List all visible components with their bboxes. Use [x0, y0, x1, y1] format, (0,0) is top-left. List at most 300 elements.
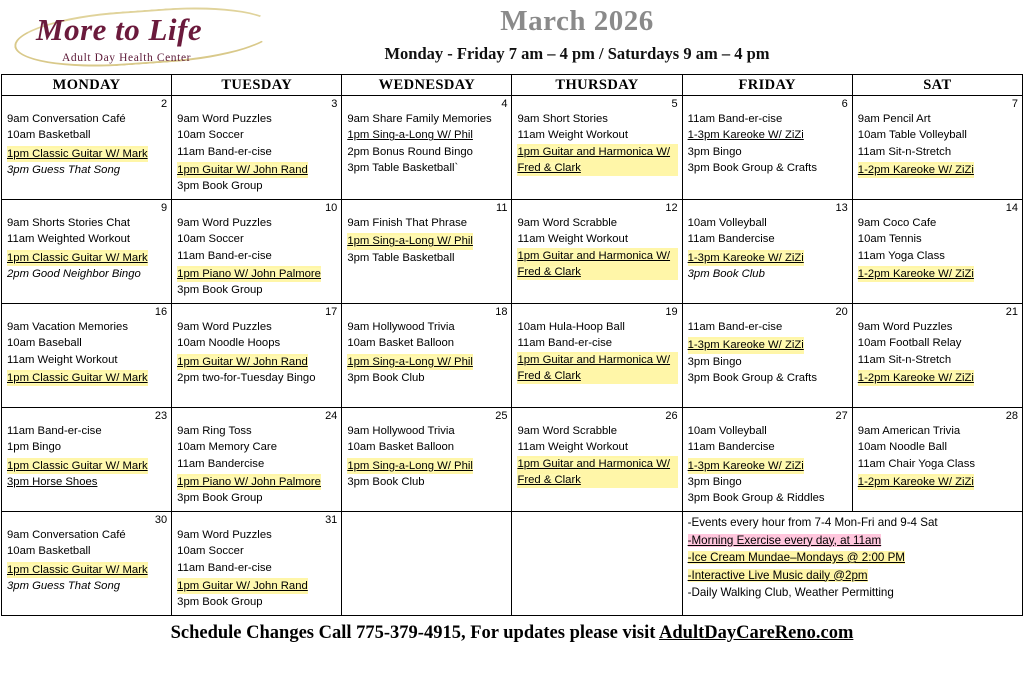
- event-label: 9am Word Scrabble: [517, 217, 618, 229]
- day-number: 14: [1005, 202, 1018, 214]
- event-label: 3pm Book Club: [347, 475, 425, 488]
- event-item: [177, 474, 321, 490]
- event-item: [688, 337, 804, 353]
- event-item: [517, 352, 677, 385]
- day-number: 19: [665, 306, 678, 318]
- event-label: 10am Soccer: [177, 545, 244, 558]
- event-item: [177, 178, 337, 194]
- event-item: [7, 162, 167, 178]
- note-label: -Interactive Live Music daily @2pm: [687, 568, 868, 582]
- event-label: 11am Weight Workout: [7, 353, 118, 366]
- event-item: [177, 370, 337, 386]
- event-label: 11am Yoga Class: [857, 249, 945, 262]
- event-label: 1-3pm Kareoke W/ ZiZi: [687, 129, 804, 142]
- day-number: 5: [671, 98, 678, 110]
- event-item: [688, 319, 848, 335]
- event-label: 9am Word Scrabble: [517, 425, 618, 437]
- event-item: [688, 231, 848, 247]
- event-label: 9am Share Family Memories: [347, 113, 492, 125]
- event-list: [688, 423, 848, 506]
- event-item: [688, 250, 804, 266]
- event-item: [858, 474, 974, 490]
- event-item: [688, 490, 848, 506]
- website-link[interactable]: AdultDayCareReno.com: [659, 623, 854, 643]
- event-list: [177, 215, 337, 298]
- column-header-friday: FRIDAY: [682, 75, 852, 96]
- event-item: [177, 354, 308, 370]
- event-item: [177, 456, 337, 472]
- event-label: 10am Soccer: [177, 129, 244, 142]
- event-label: 2pm two-for-Tuesday Bingo: [177, 371, 316, 384]
- calendar-day-cell: [342, 512, 512, 616]
- note-label: -Events every hour from 7-4 Mon-Fri and 9-4 Sat: [687, 516, 938, 529]
- event-item: [347, 335, 507, 351]
- event-item: [7, 527, 167, 543]
- event-item: [177, 266, 321, 282]
- event-label: 9am Hollywood Trivia: [347, 425, 455, 437]
- event-item: [347, 423, 507, 439]
- event-item: [7, 578, 167, 594]
- event-label: 1-3pm Kareoke W/ ZiZi: [687, 459, 804, 472]
- event-label: 1pm Sing-a-Long W/ Phil: [347, 129, 473, 142]
- calendar-day-cell: [682, 200, 852, 304]
- day-number: 17: [325, 306, 338, 318]
- event-label: 2pm Good Neighbor Bingo: [7, 267, 141, 280]
- event-label: 1pm Guitar and Harmonica W/ Fred & Clark: [517, 353, 671, 382]
- day-number: 28: [1005, 410, 1018, 422]
- event-item: [688, 439, 848, 455]
- event-label: 10am Noodle Hoops: [177, 337, 281, 350]
- event-label: 2pm Bonus Round Bingo: [347, 145, 473, 158]
- event-item: [858, 439, 1018, 455]
- event-label: 11am Weight Workout: [517, 441, 628, 454]
- event-item: [7, 543, 167, 559]
- event-list: [177, 527, 337, 610]
- event-item: [347, 233, 473, 249]
- event-label: 10am Volleyball: [687, 425, 767, 437]
- event-label: 11am Sit-n-Stretch: [857, 145, 952, 158]
- day-number: 31: [325, 514, 338, 526]
- event-label: 1pm Sing-a-Long W/ Phil: [347, 459, 473, 472]
- event-label: 9am Conversation Café: [7, 529, 126, 541]
- event-label: 9am American Trivia: [857, 425, 961, 437]
- event-item: [688, 458, 804, 474]
- event-item: [517, 319, 677, 335]
- day-number: 7: [1011, 98, 1018, 110]
- event-label: 9am Hollywood Trivia: [347, 321, 455, 333]
- event-label: 10am Football Relay: [857, 337, 962, 350]
- event-label: 1pm Piano W/ John Palmore: [177, 267, 321, 280]
- event-list: [7, 319, 167, 386]
- event-label: 3pm Book Club: [687, 267, 765, 280]
- day-number: 3: [331, 98, 338, 110]
- day-number: 30: [154, 514, 168, 526]
- event-label: 11am Band-er-cise: [517, 337, 613, 350]
- event-item: [347, 474, 507, 490]
- footer-text: Schedule Changes Call 775-379-4915, For updates please visit: [170, 623, 659, 643]
- event-item: [347, 370, 507, 386]
- event-label: 11am Band-er-cise: [687, 321, 783, 333]
- calendar-day-cell: [2, 408, 172, 512]
- event-item: [177, 162, 308, 178]
- calendar-day-cell: [852, 96, 1022, 200]
- event-list: [347, 319, 507, 386]
- event-label: 3pm Book Group & Riddles: [687, 492, 825, 505]
- event-item: [858, 352, 1018, 368]
- event-label: 3pm Horse Shoes: [7, 475, 98, 488]
- event-label: 1pm Bingo: [7, 441, 62, 454]
- day-number: 9: [161, 202, 168, 214]
- event-item: [517, 215, 677, 231]
- event-item: [347, 111, 507, 127]
- event-label: 1-2pm Kareoke W/ ZiZi: [857, 475, 974, 488]
- event-label: 9am Word Puzzles: [177, 217, 272, 229]
- event-label: 3pm Book Club: [347, 371, 425, 384]
- calendar-table: [1, 74, 1023, 616]
- event-label: 3pm Guess That Song: [7, 163, 121, 176]
- event-item: [688, 474, 848, 490]
- calendar-day-cell: [682, 304, 852, 408]
- event-label: 9am Word Puzzles: [177, 529, 272, 541]
- event-item: [347, 127, 507, 143]
- event-label: 9am Word Puzzles: [177, 321, 272, 333]
- day-number: 23: [154, 410, 168, 422]
- event-label: 9am Conversation Café: [7, 113, 126, 125]
- event-item: [517, 144, 677, 177]
- hours-of-operation: Monday - Friday 7 am – 4 pm / Saturdays 9 am – 4 pm: [384, 43, 770, 63]
- day-number: 21: [1005, 306, 1018, 318]
- event-list: [177, 111, 337, 194]
- event-item: [177, 319, 337, 335]
- event-list: [517, 111, 677, 176]
- column-header-sat: SAT: [852, 75, 1022, 96]
- event-label: 11am Weight Workout: [517, 233, 628, 246]
- event-item: [7, 458, 148, 474]
- footer: [0, 616, 1024, 644]
- event-list: [858, 111, 1018, 178]
- event-item: [517, 127, 677, 143]
- day-number: 20: [835, 306, 848, 318]
- column-header-wednesday: WEDNESDAY: [342, 75, 512, 96]
- event-label: 11am Bandercise: [177, 457, 265, 470]
- event-item: [347, 215, 507, 231]
- header-center: [290, 0, 864, 64]
- calendar-notes-cell: [682, 512, 1022, 616]
- event-label: 10am Volleyball: [687, 217, 767, 229]
- event-item: [347, 250, 507, 266]
- event-item: [347, 319, 507, 335]
- day-number: 26: [665, 410, 678, 422]
- event-list: [7, 111, 167, 178]
- event-item: [7, 562, 148, 578]
- event-item: [688, 160, 848, 176]
- day-number: 6: [841, 98, 848, 110]
- event-label: 3pm Book Group: [177, 492, 263, 505]
- event-item: [7, 231, 167, 247]
- event-label: 1pm Classic Guitar W/ Mark: [7, 147, 148, 160]
- note-item: [688, 532, 1018, 550]
- event-item: [7, 266, 167, 282]
- calendar-day-cell: [172, 200, 342, 304]
- calendar-week-row: [2, 200, 1023, 304]
- day-number: 13: [835, 202, 848, 214]
- event-label: 10am Noodle Ball: [857, 441, 947, 454]
- event-label: 1-2pm Kareoke W/ ZiZi: [857, 371, 974, 384]
- event-item: [858, 162, 974, 178]
- calendar-day-cell: [852, 200, 1022, 304]
- event-label: 10am Hula-Hoop Ball: [517, 321, 625, 333]
- event-label: 3pm Bingo: [687, 475, 742, 488]
- event-item: [7, 127, 167, 143]
- event-item: [517, 456, 677, 489]
- event-item: [688, 111, 848, 127]
- calendar-day-cell: [2, 304, 172, 408]
- calendar-day-cell: [342, 304, 512, 408]
- event-item: [347, 439, 507, 455]
- event-label: 9am Finish That Phrase: [347, 217, 468, 229]
- event-item: [858, 319, 1018, 335]
- calendar-day-cell: [172, 304, 342, 408]
- column-header-tuesday: TUESDAY: [172, 75, 342, 96]
- event-item: [177, 527, 337, 543]
- event-list: [517, 215, 677, 280]
- event-item: [7, 370, 148, 386]
- event-item: [858, 248, 1018, 264]
- day-number: 2: [161, 98, 168, 110]
- event-label: 1pm Guitar and Harmonica W/ Fred & Clark: [517, 457, 671, 486]
- note-label: -Ice Cream Mundae–Mondays @ 2:00 PM: [687, 551, 905, 564]
- note-item: [688, 549, 1018, 567]
- event-item: [177, 248, 337, 264]
- event-label: 9am Word Puzzles: [857, 321, 953, 333]
- event-label: 1pm Guitar W/ John Rand: [177, 355, 308, 368]
- note-label: -Daily Walking Club, Weather Permitting: [687, 586, 894, 599]
- event-label: 10am Tennis: [857, 233, 922, 246]
- event-item: [7, 423, 167, 439]
- event-label: 1pm Piano W/ John Palmore: [177, 475, 321, 488]
- calendar-day-cell: [682, 408, 852, 512]
- event-item: [688, 127, 848, 143]
- event-item: [177, 543, 337, 559]
- event-item: [177, 111, 337, 127]
- event-item: [517, 335, 677, 351]
- event-label: 11am Chair Yoga Class: [857, 457, 976, 470]
- event-item: [177, 282, 337, 298]
- notes-list: [688, 514, 1018, 602]
- note-item: [688, 584, 1018, 602]
- event-item: [7, 319, 167, 335]
- event-item: [347, 144, 507, 160]
- logo-title: More to Life: [36, 12, 203, 47]
- event-item: [858, 370, 974, 386]
- event-label: 10am Memory Care: [177, 441, 277, 454]
- event-item: [7, 146, 148, 162]
- event-label: 1pm Classic Guitar W/ Mark: [7, 371, 148, 384]
- event-label: 11am Band-er-cise: [7, 425, 102, 437]
- event-item: [858, 423, 1018, 439]
- event-label: 11am Bandercise: [687, 441, 775, 454]
- event-item: [177, 423, 337, 439]
- calendar-header-row: [2, 75, 1023, 96]
- event-label: 11am Band-er-cise: [177, 145, 272, 158]
- event-list: [858, 319, 1018, 386]
- event-list: [688, 319, 848, 386]
- event-item: [688, 370, 848, 386]
- event-label: 3pm Book Group & Crafts: [687, 371, 817, 384]
- column-header-monday: MONDAY: [2, 75, 172, 96]
- event-label: 9am Pencil Art: [857, 113, 931, 125]
- event-item: [858, 111, 1018, 127]
- event-list: [177, 319, 337, 386]
- event-label: 3pm Table Basketball`: [347, 161, 459, 174]
- calendar-day-cell: [852, 304, 1022, 408]
- event-item: [177, 578, 308, 594]
- event-item: [347, 160, 507, 176]
- event-label: 3pm Book Group: [177, 596, 263, 609]
- logo: [0, 0, 290, 74]
- event-label: 3pm Table Basketball: [347, 251, 455, 264]
- event-label: 10am Basket Balloon: [347, 337, 455, 350]
- calendar-day-cell: [512, 512, 682, 616]
- event-label: 9am Shorts Stories Chat: [7, 217, 131, 229]
- event-label: 11am Weighted Workout: [7, 233, 131, 246]
- event-label: 9am Ring Toss: [177, 425, 252, 437]
- note-item: [688, 514, 1018, 532]
- calendar-day-cell: [2, 512, 172, 616]
- calendar-day-cell: [342, 408, 512, 512]
- event-label: 9am Short Stories: [517, 113, 608, 125]
- event-label: 1pm Guitar and Harmonica W/ Fred & Clark: [517, 145, 671, 174]
- event-item: [688, 423, 848, 439]
- calendar-day-cell: [512, 96, 682, 200]
- event-label: 1pm Guitar W/ John Rand: [177, 163, 308, 176]
- event-item: [858, 144, 1018, 160]
- event-list: [858, 215, 1018, 282]
- event-item: [688, 144, 848, 160]
- event-label: 10am Basketball: [7, 129, 91, 142]
- event-label: 9am Word Puzzles: [177, 113, 272, 125]
- event-label: 3pm Guess That Song: [7, 579, 121, 592]
- event-item: [177, 560, 337, 576]
- event-item: [7, 474, 167, 490]
- event-label: 10am Basket Balloon: [347, 441, 455, 454]
- event-label: 11am Weight Workout: [517, 129, 628, 142]
- event-label: 11am Bandercise: [687, 233, 775, 246]
- event-label: 1pm Classic Guitar W/ Mark: [7, 459, 148, 472]
- day-number: 27: [835, 410, 848, 422]
- calendar-week-row: [2, 96, 1023, 200]
- event-label: 1pm Sing-a-Long W/ Phil: [347, 235, 473, 248]
- event-list: [858, 423, 1018, 490]
- event-label: 9am Coco Cafe: [857, 217, 937, 229]
- day-number: 18: [495, 306, 508, 318]
- calendar-day-cell: [512, 304, 682, 408]
- event-list: [7, 423, 167, 490]
- event-item: [517, 231, 677, 247]
- event-item: [858, 335, 1018, 351]
- event-label: 10am Basketball: [7, 545, 91, 558]
- event-label: 1pm Guitar W/ John Rand: [177, 579, 308, 592]
- event-list: [517, 319, 677, 384]
- calendar-day-cell: [512, 200, 682, 304]
- event-label: 1-2pm Kareoke W/ ZiZi: [857, 267, 974, 280]
- event-label: 11am Band-er-cise: [177, 249, 272, 262]
- event-label: 11am Band-er-cise: [687, 113, 783, 125]
- note-label: -Morning Exercise every day, at 11am: [687, 533, 882, 547]
- event-item: [347, 354, 473, 370]
- day-number: 12: [665, 202, 678, 214]
- event-list: [7, 527, 167, 594]
- event-list: [177, 423, 337, 506]
- page-header: [0, 0, 1024, 74]
- event-list: [347, 111, 507, 176]
- event-item: [688, 354, 848, 370]
- event-item: [7, 439, 167, 455]
- event-item: [858, 127, 1018, 143]
- event-item: [7, 335, 167, 351]
- event-item: [177, 127, 337, 143]
- event-list: [688, 215, 848, 282]
- event-label: 10am Soccer: [177, 233, 244, 246]
- event-label: 3pm Bingo: [687, 355, 742, 368]
- event-label: 11am Sit-n-Stretch: [857, 353, 952, 366]
- event-label: 1pm Classic Guitar W/ Mark: [7, 251, 148, 264]
- event-item: [177, 215, 337, 231]
- day-number: 25: [495, 410, 508, 422]
- calendar-week-row: [2, 304, 1023, 408]
- event-label: 9am Vacation Memories: [7, 321, 128, 333]
- event-list: [517, 423, 677, 488]
- event-label: 10am Table Volleyball: [857, 129, 967, 142]
- event-label: 1pm Classic Guitar W/ Mark: [7, 563, 148, 576]
- event-label: 1pm Guitar and Harmonica W/ Fred & Clark: [517, 249, 671, 278]
- calendar-day-cell: [172, 512, 342, 616]
- event-label: 1-3pm Kareoke W/ ZiZi: [687, 339, 804, 352]
- event-item: [7, 352, 167, 368]
- day-number: 24: [325, 410, 338, 422]
- event-list: [688, 111, 848, 176]
- event-label: 1-2pm Kareoke W/ ZiZi: [857, 163, 974, 176]
- calendar-day-cell: [2, 200, 172, 304]
- event-item: [347, 458, 473, 474]
- event-label: 3pm Bingo: [687, 145, 742, 158]
- event-item: [517, 111, 677, 127]
- logo-subtitle: Adult Day Health Center: [62, 52, 192, 64]
- calendar-day-cell: [342, 96, 512, 200]
- event-item: [7, 111, 167, 127]
- calendar-day-cell: [682, 96, 852, 200]
- calendar-day-cell: [172, 408, 342, 512]
- calendar-body: [2, 96, 1023, 616]
- event-item: [177, 231, 337, 247]
- event-item: [177, 594, 337, 610]
- event-item: [858, 215, 1018, 231]
- event-item: [177, 439, 337, 455]
- day-number: 4: [501, 98, 508, 110]
- page-title: March 2026: [500, 5, 654, 37]
- calendar-day-cell: [852, 408, 1022, 512]
- event-item: [517, 248, 677, 281]
- event-list: [347, 215, 507, 266]
- day-number: 11: [496, 202, 508, 214]
- day-number: 16: [154, 306, 168, 318]
- calendar-week-row: [2, 512, 1023, 616]
- event-label: 1-3pm Kareoke W/ ZiZi: [687, 251, 804, 264]
- calendar-day-cell: [172, 96, 342, 200]
- event-item: [177, 490, 337, 506]
- event-item: [688, 215, 848, 231]
- event-item: [858, 456, 1018, 472]
